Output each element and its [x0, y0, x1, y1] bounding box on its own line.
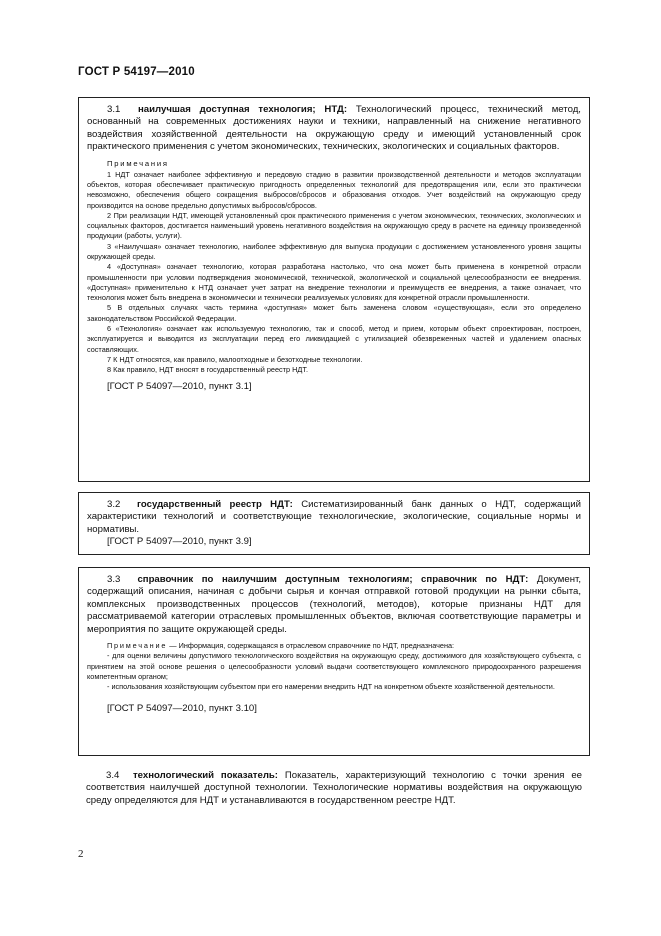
- term-box-3-2: [78, 492, 590, 555]
- note-item: - для оценки величины допустимого технологического воздействия на окружающую среду, достижимого для хозяйствующего субъекта, с принятием на этой основе решения о целесообразности условий выдачи соответствующего комплексного природоохранного разрешения компетентным органом;: [87, 651, 581, 681]
- source-reference: [ГОСТ Р 54097—2010, пункт 3.9]: [107, 536, 252, 548]
- term-definition: 3.2 государственный реестр НДТ: Систематизированный банк данных о НДТ, содержащий характеристики технологий и соответствующие технологические, экологические, социальные нормы и нормативы.: [87, 499, 581, 535]
- note-item: 1 НДТ означает наиболее эффективную и передовую стадию в развитии производственной деятельности и методов эксплуатации объектов, которая обеспечивает практическую пригодность определенных технологий для предотвращения или, если это практически невозможно, обеспечения общего сокращения выбросов/сбросов и образования отходов. Учет воздействий на окружающую среду производится на основе предельно допустимых выбросов/сбросов.: [87, 169, 581, 210]
- term-3-4: [86, 770, 582, 807]
- note-item: - использования хозяйствующим субъектом при его намерении внедрить НДТ на конкретном объекте хозяйственной деятельности.: [107, 682, 555, 692]
- term-name: государственный реестр НДТ:: [137, 499, 293, 510]
- term-name: технологический показатель:: [132, 770, 279, 781]
- note-item: 8 Как правило, НДТ вносят в государственный реестр НДТ.: [107, 365, 308, 375]
- page-number: 2: [78, 848, 84, 860]
- note-item: 6 «Технология» означает как используемую технологию, так и способ, метод и прием, которым объект спроектирован, построен, эксплуатируется и выводится из эксплуатации перед его ликвидацией с утилизацией обезвреженных частей и удалением опасных составляющих.: [87, 324, 581, 354]
- term-name: наилучшая доступная технология; НТД:: [138, 104, 348, 115]
- term-definition: 3.3 справочник по наилучшим доступным технологиям; справочник по НДТ: Документ, содержащий описания, начиная с добычи сырья и кончая отправкой готовой продукции на рынки сбыта, комплексных производственных процессов (технологий, методов), которые признаны НДТ для рассматриваемой категории отраслевых промышленных объектов, включая соответствующие параметры и мероприятия по защите окружающей среды.: [87, 574, 581, 635]
- term-box-3-3: [78, 567, 590, 756]
- notes-label: Примечания: [107, 158, 169, 168]
- note-intro: Примечание — Информация, содержащаяся в отраслевом справочнике по НДТ, предназначена:: [107, 641, 455, 651]
- term-box-3-1: [78, 97, 590, 482]
- source-reference: [ГОСТ Р 54097—2010, пункт 3.1]: [107, 380, 252, 392]
- note-item: 3 «Наилучшая» означает технологию, наиболее эффективную для выпуска продукции с достижением установленного уровня защиты окружающей среды.: [87, 241, 581, 261]
- term-name: справочник по наилучшим доступным технологиям; справочник по НДТ:: [137, 574, 529, 585]
- document-code-header: ГОСТ Р 54197—2010: [78, 66, 195, 78]
- term-definition: 3.1 наилучшая доступная технология; НТД: Технологический процесс, технический метод, основанный на современных достижениях науки и техники, направленный на снижение негативного воздействия хозяйственной деятельности на окружающую среду и имеющий установленный срок практического применения с учетом экономических, технических, экологических и социальных факторов.: [87, 104, 581, 153]
- note-item: 7 К НДТ относятся, как правило, малоотходные и безотходные технологии.: [107, 354, 363, 364]
- source-reference: [ГОСТ Р 54097—2010, пункт 3.10]: [107, 702, 257, 714]
- note-label: Примечание: [107, 641, 168, 651]
- note-item: 2 При реализации НДТ, имеющей установленный срок практического применения с учетом экономических, технических, экологических и социальных факторов, достигается наименьший уровень негативного воздействия на окружающую среду в расчете на единицу произведенной продукции (работы, услуги).: [87, 210, 581, 241]
- note-item: 5 В отдельных случаях часть термина «доступная» может быть заменена словом «существующая», если это определено законодательством Российской Федерации.: [87, 303, 581, 323]
- term-definition: 3.4 технологический показатель: Показатель, характеризующий технологию с точки зрения ее соответствия наилучшей доступной технологии. Технологические нормативы воздействия на окружающую среду определяются для НДТ и устанавливаются в государственном реестре НДТ.: [86, 770, 582, 806]
- note-item: 4 «Доступная» означает технологию, которая разработана настолько, что она может быть применена в конкретной отрасли промышленности при условии подтверждения экономической, технической, экологической и социальной целесообразности ее внедрения. «Доступная» применительно к НТД означает учет затрат на внедрение технологии и преимуществ ее внедрения, а также означает, что технология может быть внедрена в экономически и технически реализуемых условиях для конкретной отрасли промышленности.: [87, 262, 581, 303]
